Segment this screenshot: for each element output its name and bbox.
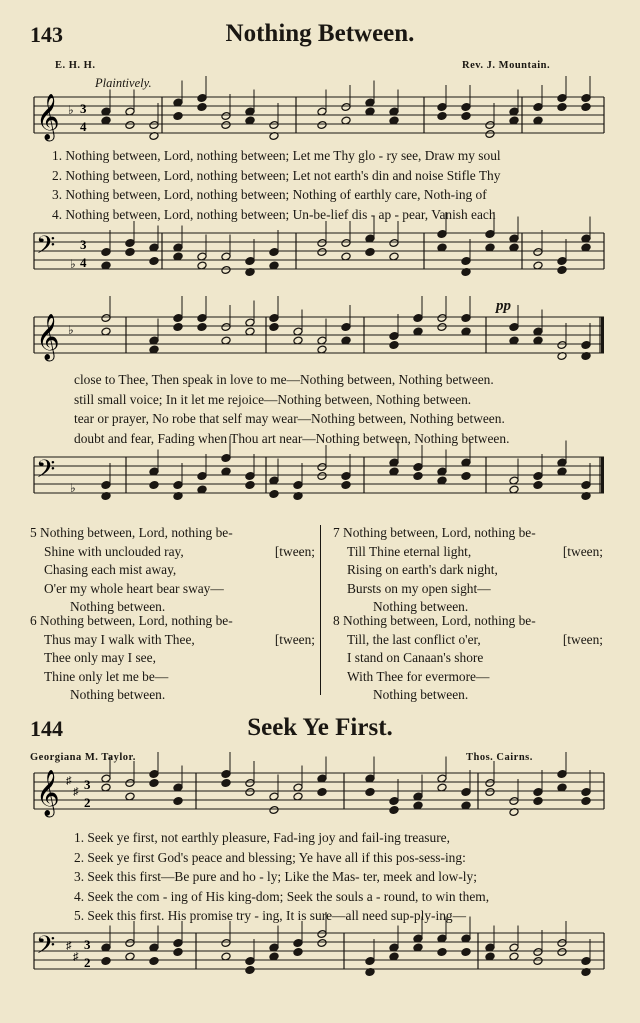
notehead: [173, 797, 183, 806]
notehead: [221, 266, 231, 275]
notehead: [437, 948, 447, 957]
dynamic-marking: pp: [496, 298, 511, 314]
hymn-author: Georgiana M. Taylor.: [30, 752, 136, 763]
svg-text:♭: ♭: [68, 103, 74, 117]
notehead: [557, 266, 567, 275]
treble-staff: [34, 312, 604, 362]
svg-text:2: 2: [84, 795, 91, 810]
notehead: [149, 779, 159, 788]
notehead: [101, 957, 111, 966]
notehead: [197, 103, 207, 112]
treble-staff: [34, 768, 604, 818]
notehead: [581, 797, 591, 806]
hymn-title: Nothing Between.: [225, 20, 415, 47]
svg-text:2: 2: [84, 955, 91, 970]
svg-text:4: 4: [80, 119, 87, 134]
svg-text:4: 4: [80, 255, 87, 270]
hymn-number: 144: [30, 716, 63, 741]
notehead: [317, 472, 327, 481]
extra-verse-7: 7 Nothing between, Lord, nothing be- Till Thine eternal light, [tween; Rising on earth's dark night, Bursts on my open sight— Nothing between.: [333, 525, 603, 615]
notehead: [173, 323, 183, 332]
hymn-title: Seek Ye First.: [247, 714, 393, 741]
notehead: [461, 948, 471, 957]
treble-staff: [34, 92, 604, 142]
notehead: [317, 939, 327, 948]
verse-lyrics-line2: close to Thee, Then speak in love to me—Nothing between, Nothing between. still small voice; In it let me rejoice—Nothing between, Nothing between. tear or prayer, No robe that self may wear—Nothing between, Nothing between. doubt and fear, Fading when Thou art near—Nothing between, Nothing between.: [74, 372, 510, 446]
notehead: [245, 481, 255, 490]
hymn-composer: Rev. J. Mountain.: [462, 60, 551, 71]
notehead: [269, 323, 279, 332]
notehead: [149, 481, 159, 490]
notehead: [173, 112, 183, 121]
hymn-composer: Thos. Cairns.: [466, 752, 533, 763]
notehead: [461, 472, 471, 481]
notehead: [533, 957, 543, 966]
notehead: [437, 112, 447, 121]
notehead: [365, 248, 375, 257]
svg-text:3: 3: [84, 777, 91, 792]
hymn-author: E. H. H.: [55, 60, 96, 71]
notehead: [173, 948, 183, 957]
svg-text:♯: ♯: [73, 786, 79, 798]
verse-lyrics-line1: 1. Seek ye first, not earthly pleasure, Fad-ing joy and fail-ing treasure, 2. Seek ye first God's peace and blessing; Ye have all if this pos-sess-ing: 3. Seek this first—Be pure and ho - ly; Like the Mas- ter, meek and low-ly; 4. Seek the com - ing of His king-dom; Seek the souls a - round, to win them, 5. Seek this first. His promise try - ing, It is sure—all need sup-ply-ing—: [74, 830, 490, 924]
bass-clef-icon: 𝄢: [36, 931, 56, 966]
notehead: [293, 948, 303, 957]
notehead: [485, 788, 495, 797]
treble-clef-icon: 𝄞: [36, 94, 60, 140]
svg-text:♭: ♭: [68, 323, 74, 337]
notehead: [221, 779, 231, 788]
notehead: [461, 112, 471, 121]
svg-text:♯: ♯: [66, 940, 72, 952]
extra-verse-6: 6 Nothing between, Lord, nothing be- Thus may I walk with Thee, [tween; Thee only may I see, Thine only let me be— Nothing between.: [30, 613, 315, 703]
notehead: [221, 121, 231, 130]
treble-clef-icon: 𝄞: [36, 314, 60, 360]
notehead: [533, 481, 543, 490]
notehead: [149, 957, 159, 966]
notehead: [125, 121, 135, 130]
svg-text:3: 3: [80, 101, 87, 116]
notehead: [269, 806, 279, 815]
svg-text:♭: ♭: [70, 257, 76, 271]
notehead: [317, 788, 327, 797]
bass-staff: [34, 228, 604, 278]
bass-clef-icon: 𝄢: [36, 231, 56, 266]
notehead: [317, 121, 327, 130]
notehead: [437, 323, 447, 332]
notehead: [197, 323, 207, 332]
notehead: [413, 472, 423, 481]
svg-text:3: 3: [84, 937, 91, 952]
extra-verse-8: 8 Nothing between, Lord, nothing be- Till, the last conflict o'er, [tween; I stand on Canaan's shore With Thee for evermore— Nothing between.: [333, 613, 603, 703]
tempo-marking: Plaintively.: [95, 76, 152, 90]
bass-clef-icon: 𝄢: [36, 455, 56, 490]
notehead: [317, 248, 327, 257]
notehead: [245, 788, 255, 797]
svg-text:♯: ♯: [66, 775, 72, 787]
notehead: [581, 103, 591, 112]
svg-text:♯: ♯: [73, 951, 79, 963]
notehead: [485, 130, 495, 139]
svg-text:3: 3: [80, 237, 87, 252]
notehead: [245, 966, 255, 975]
svg-text:♭: ♭: [70, 481, 76, 495]
notehead: [533, 797, 543, 806]
notehead: [389, 806, 399, 815]
treble-clef-icon: 𝄞: [36, 770, 60, 816]
verse-lyrics-line1: 1. Nothing between, Lord, nothing between; Let me Thy glo - ry see, Draw my soul 2. Nothing between, Lord, nothing between; Let not earth's din and noise Stifle Thy 3. Nothing between, Lord, nothing between; Nothing of earthly care, Noth-ing of 4. Nothing between, Lord, nothing between; Un-be-lief dis - ap - pear, Vanish each: [52, 148, 501, 222]
notehead: [557, 948, 567, 957]
notehead: [341, 481, 351, 490]
hymn-number: 143: [30, 22, 63, 47]
extra-verse-5: 5 Nothing between, Lord, nothing be- Shine with unclouded ray, [tween; Chasing each mist away, O'er my whole heart bear sway— Nothing between.: [30, 525, 315, 615]
notehead: [269, 490, 279, 499]
notehead: [365, 788, 375, 797]
notehead: [149, 257, 159, 266]
notehead: [389, 341, 399, 350]
notehead: [557, 103, 567, 112]
bass-staff: [34, 452, 604, 502]
notehead: [125, 248, 135, 257]
bass-staff: [34, 928, 604, 978]
